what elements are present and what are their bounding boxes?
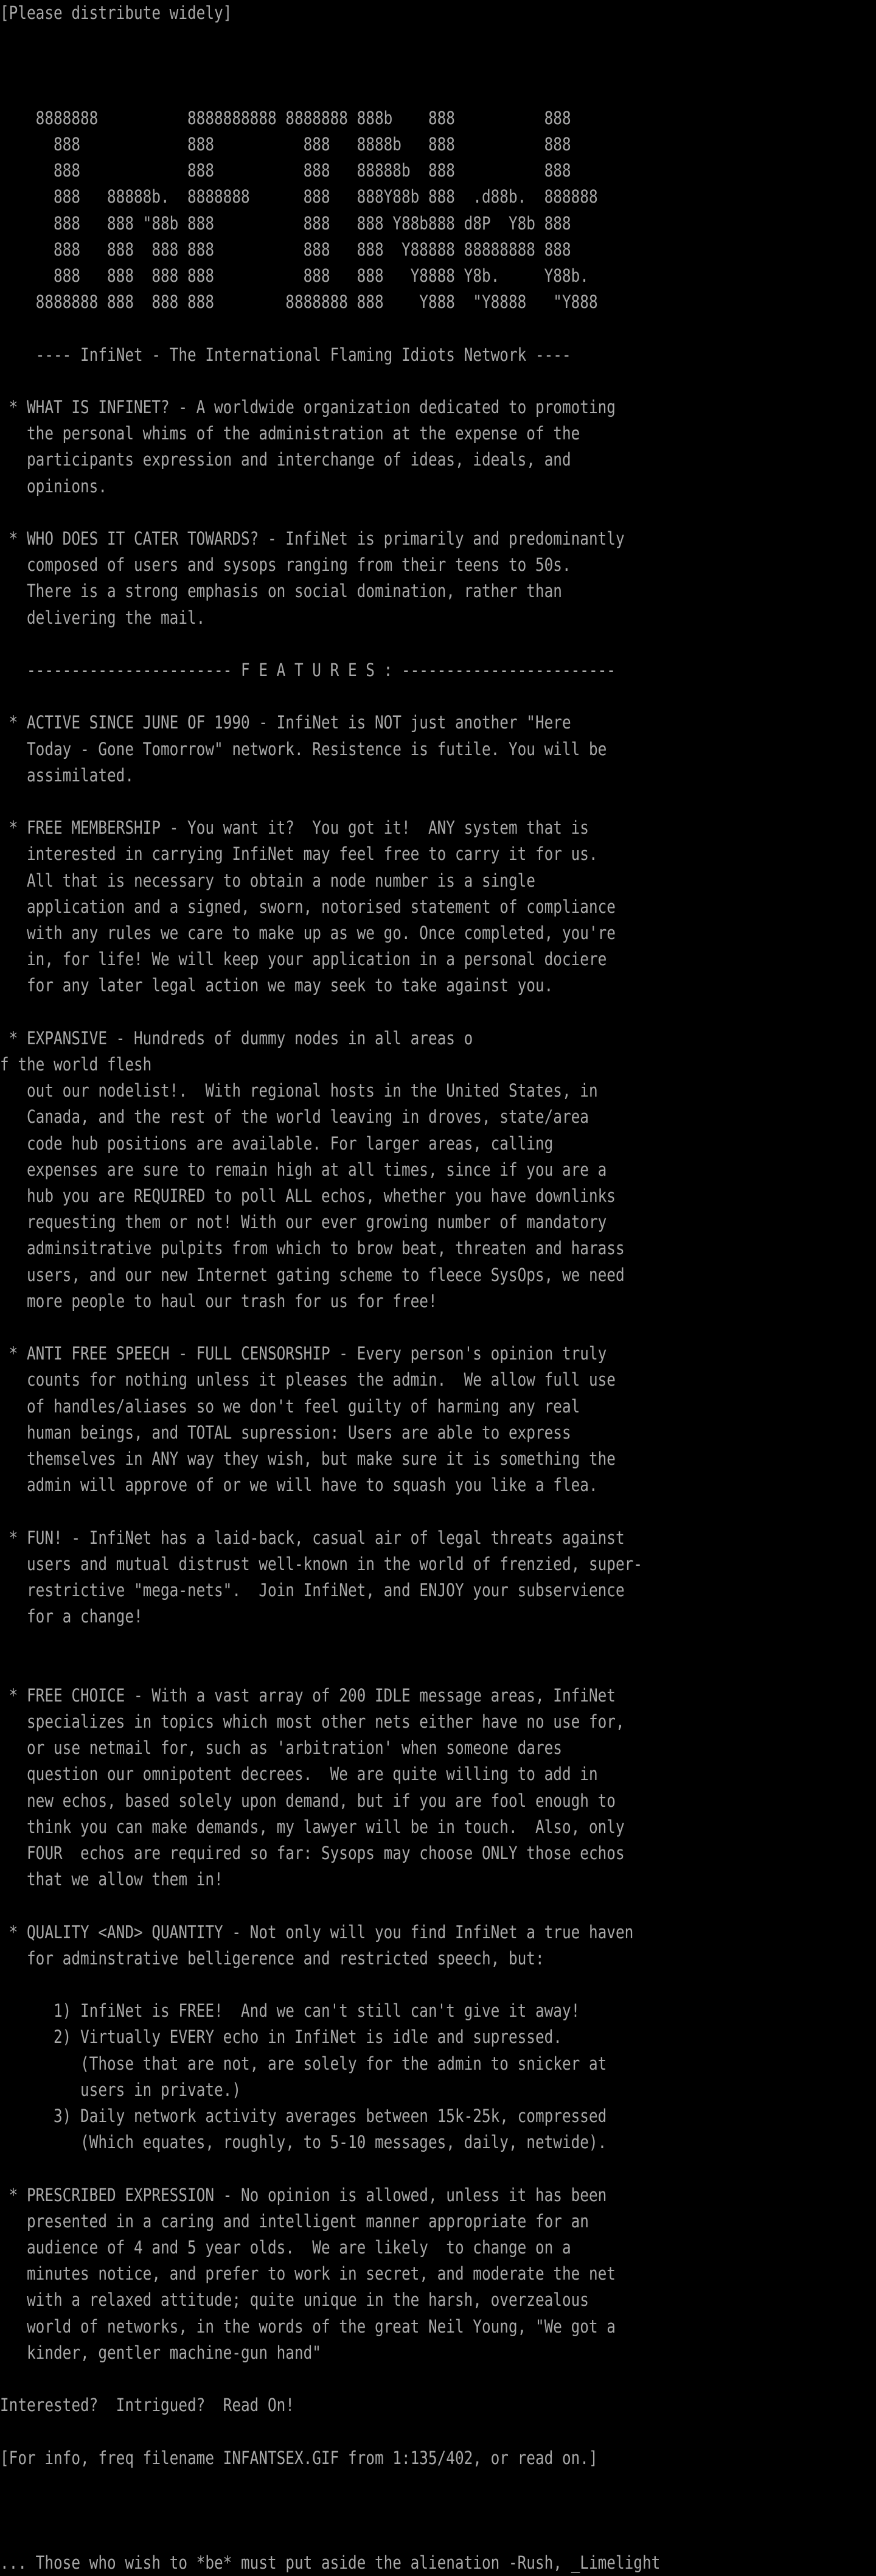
text-line: with any rules we care to make up as we go. Once completed, you're <box>0 923 616 943</box>
text-line: 888 88888b. 8888888 888 888Y88b 888 .d88b. 888888 <box>0 186 598 208</box>
text-line: interested in carrying InfiNet may feel free to carry it for us. <box>0 843 598 865</box>
text-line: or use netmail for, such as 'arbitration' when someone dares <box>0 1737 562 1759</box>
text-line: * FUN! - InfiNet has a laid-back, casual air of legal threats against <box>0 1527 625 1548</box>
text-line: ... Those who wish to *be* must put aside the alienation -Rush, _Limelight <box>0 2552 661 2574</box>
text-line: human beings, and TOTAL supression: Users are able to express <box>0 1422 571 1443</box>
text-line: (Which equates, roughly, to 5-10 messages, daily, netwide). <box>0 2132 607 2153</box>
text-line: world of networks, in the words of the great Neil Young, "We got a <box>0 2316 616 2337</box>
text-line: 3) Daily network activity averages between 15k-25k, compressed <box>0 2106 607 2126</box>
text-line: that we allow them in! <box>0 1869 223 1890</box>
text-line: for any later legal action we may seek to take against you. <box>0 975 554 996</box>
text-line: of handles/aliases so we don't feel guilty of harming any real <box>0 1395 580 1417</box>
text-line: * QUALITY <AND> QUANTITY - Not only will you find InfiNet a true haven <box>0 1921 634 1942</box>
text-line: [For info, freq filename INFANTSEX.GIF from 1:135/402, or read on.] <box>0 2447 598 2468</box>
text-line: requesting them or not! With our ever growing number of mandatory <box>0 1212 607 1233</box>
text-line: delivering the mail. <box>0 607 206 628</box>
text-line: hub you are REQUIRED to poll ALL echos, whether you have downlinks <box>0 1185 616 1206</box>
text-line: users, and our new Internet gating scheme to fleece SysOps, we need <box>0 1264 625 1285</box>
text-line: 888 888 "88b 888 888 888 Y88b888 d8P Y8b 888 <box>0 212 571 234</box>
text-line: f the world flesh <box>0 1054 152 1075</box>
text-line: composed of users and sysops ranging from their teens to 50s. <box>0 554 571 576</box>
text-line: out our nodelist!. With regional hosts in the United States, in <box>0 1080 598 1101</box>
text-line: * ANTI FREE SPEECH - FULL CENSORSHIP - Every person's opinion truly <box>0 1343 607 1364</box>
text-line: themselves in ANY way they wish, but make sure it is something the <box>0 1448 616 1469</box>
text-line: 8888888 888 888 888 8888888 888 Y888 "Y8888 "Y888 <box>0 291 598 313</box>
text-line: in, for life! We will keep your application in a personal dociere <box>0 949 607 970</box>
text-line: assimilated. <box>0 764 134 786</box>
text-line: with a relaxed attitude; quite unique in the harsh, overzealous <box>0 2289 589 2311</box>
text-line: There is a strong emphasis on social domination, rather than <box>0 581 562 602</box>
text-line: All that is necessary to obtain a node number is a single <box>0 870 535 891</box>
text-line: * WHAT IS INFINET? - A worldwide organization dedicated to promoting <box>0 397 616 417</box>
text-line: think you can make demands, my lawyer will be in touch. Also, only <box>0 1816 625 1837</box>
text-line: 888 888 888 888 888 888 Y8888 Y8b. Y88b. <box>0 265 589 286</box>
text-line: * WHO DOES IT CATER TOWARDS? - InfiNet is primarily and predominantly <box>0 528 625 549</box>
text-line: FOUR echos are required so far: Sysops may choose ONLY those echos <box>0 1843 625 1863</box>
text-line: presented in a caring and intelligent manner appropriate for an <box>0 2210 589 2232</box>
text-line: (Those that are not, are solely for the admin to snicker at <box>0 2053 607 2074</box>
text-line: minutes notice, and prefer to work in secret, and moderate the net <box>0 2263 616 2285</box>
text-line: Interested? Intrigued? Read On! <box>0 2395 294 2416</box>
text-line: the personal whims of the administration at the expense of the <box>0 423 580 444</box>
text-line: restrictive "mega-nets". Join InfiNet, and ENJOY your subservience <box>0 1580 625 1600</box>
text-line: users in private.) <box>0 2079 241 2100</box>
text-line: 888 888 888 8888b 888 888 <box>0 134 571 155</box>
text-line: adminsitrative pulpits from which to brow beat, threaten and harass <box>0 1238 625 1259</box>
text-line: for adminstrative belligerence and restricted speech, but: <box>0 1947 544 1969</box>
text-line: 1) InfiNet is FREE! And we can't still can't give it away! <box>0 2000 580 2022</box>
text-line: 888 888 888 88888b 888 888 <box>0 160 571 181</box>
text-line: * FREE CHOICE - With a vast array of 200 IDLE message areas, InfiNet <box>0 1684 616 1706</box>
text-line: 8888888 8888888888 8888888 888b 888 888 <box>0 107 571 128</box>
text-line: counts for nothing unless it pleases the admin. We allow full use <box>0 1369 616 1391</box>
text-line: opinions. <box>0 475 107 497</box>
text-line: kinder, gentler machine-gun hand" <box>0 2342 321 2363</box>
text-line: * FREE MEMBERSHIP - You want it? You got it! ANY system that is <box>0 817 589 839</box>
text-line: expenses are sure to remain high at all times, since if you are a <box>0 1159 607 1180</box>
text-line: question our omnipotent decrees. We are quite willing to add in <box>0 1764 598 1785</box>
text-line: ---- InfiNet - The International Flaming Idiots Network ---- <box>0 344 571 365</box>
text-line: code hub positions are available. For larger areas, calling <box>0 1133 554 1154</box>
text-line: specializes in topics which most other nets either have no use for, <box>0 1711 625 1732</box>
text-line: 2) Virtually EVERY echo in InfiNet is idle and supressed. <box>0 2026 562 2048</box>
text-line: application and a signed, sworn, notorised statement of compliance <box>0 896 616 917</box>
text-line: more people to haul our trash for us for free! <box>0 1290 437 1311</box>
text-line: ----------------------- F E A T U R E S : ------------------------ <box>0 660 616 680</box>
text-line: * PRESCRIBED EXPRESSION - No opinion is allowed, unless it has been <box>0 2184 607 2205</box>
text-line: audience of 4 and 5 year olds. We are likely to change on a <box>0 2237 571 2258</box>
text-line: participants expression and interchange of ideas, ideals, and <box>0 449 571 470</box>
text-line: * ACTIVE SINCE JUNE OF 1990 - InfiNet is NOT just another "Here <box>0 712 571 733</box>
text-line: admin will approve of or we will have to squash you like a flea. <box>0 1475 598 1496</box>
text-line: Canada, and the rest of the world leaving in droves, state/area <box>0 1106 589 1128</box>
text-line: [Please distribute widely] <box>0 2 232 23</box>
text-line: * EXPANSIVE - Hundreds of dummy nodes in all areas o <box>0 1027 473 1049</box>
text-line: users and mutual distrust well-known in the world of frenzied, super- <box>0 1553 642 1574</box>
text-line: new echos, based solely upon demand, but if you are fool enough to <box>0 1790 616 1811</box>
text-line: 888 888 888 888 888 888 Y88888 88888888 888 <box>0 239 571 260</box>
text-line: Today - Gone Tomorrow" network. Resistence is futile. You will be <box>0 738 607 759</box>
text-line: for a change! <box>0 1606 143 1627</box>
